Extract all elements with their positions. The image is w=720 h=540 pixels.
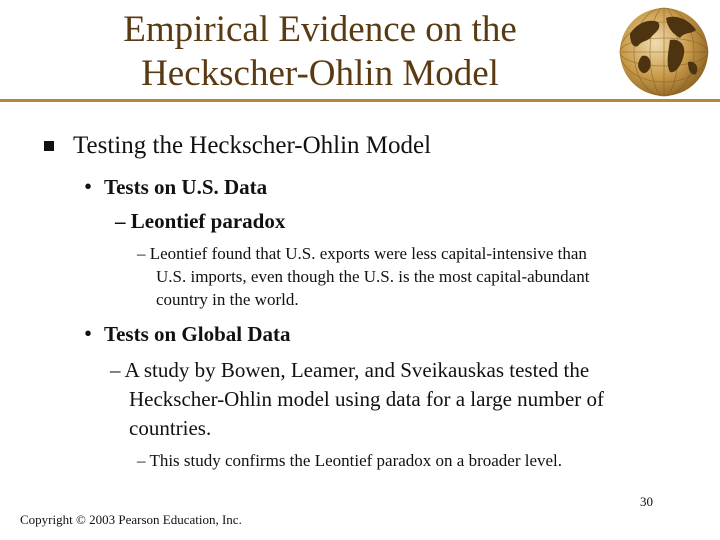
leontief-detail-line-2: U.S. imports, even though the U.S. is the most capital-abundant <box>156 267 590 286</box>
leontief-detail-line-3: country in the world. <box>156 290 299 309</box>
us-data-heading: Tests on U.S. Data <box>104 175 268 199</box>
leontief-paradox-heading: – Leontief paradox <box>115 209 286 233</box>
global-data-heading: Tests on Global Data <box>104 322 291 346</box>
square-bullet-icon <box>44 141 54 151</box>
bowen-study-line-1: – A study by Bowen, Leamer, and Sveikauskas tested the <box>110 358 590 382</box>
slide-title <box>60 8 580 96</box>
title-line-1: Empirical Evidence on the <box>123 9 517 50</box>
title-divider <box>0 99 720 102</box>
globe-icon <box>612 4 712 100</box>
broader-level-detail: – This study confirms the Leontief paradox on a broader level. <box>137 451 563 470</box>
page-number: 30 <box>640 494 653 509</box>
leontief-detail-line-1: – Leontief found that U.S. exports were less capital-intensive than <box>137 244 587 263</box>
dot-bullet-icon: • <box>84 321 93 346</box>
bullet-level1-text: Testing the Heckscher-Ohlin Model <box>73 132 432 159</box>
title-line-2: Heckscher-Ohlin Model <box>141 53 499 94</box>
bowen-study-line-2: Heckscher-Ohlin model using data for a large number of <box>129 387 605 411</box>
copyright-notice: Copyright © 2003 Pearson Education, Inc. <box>20 512 242 527</box>
dot-bullet-icon: • <box>84 174 93 199</box>
bowen-study-line-3: countries. <box>129 416 212 440</box>
